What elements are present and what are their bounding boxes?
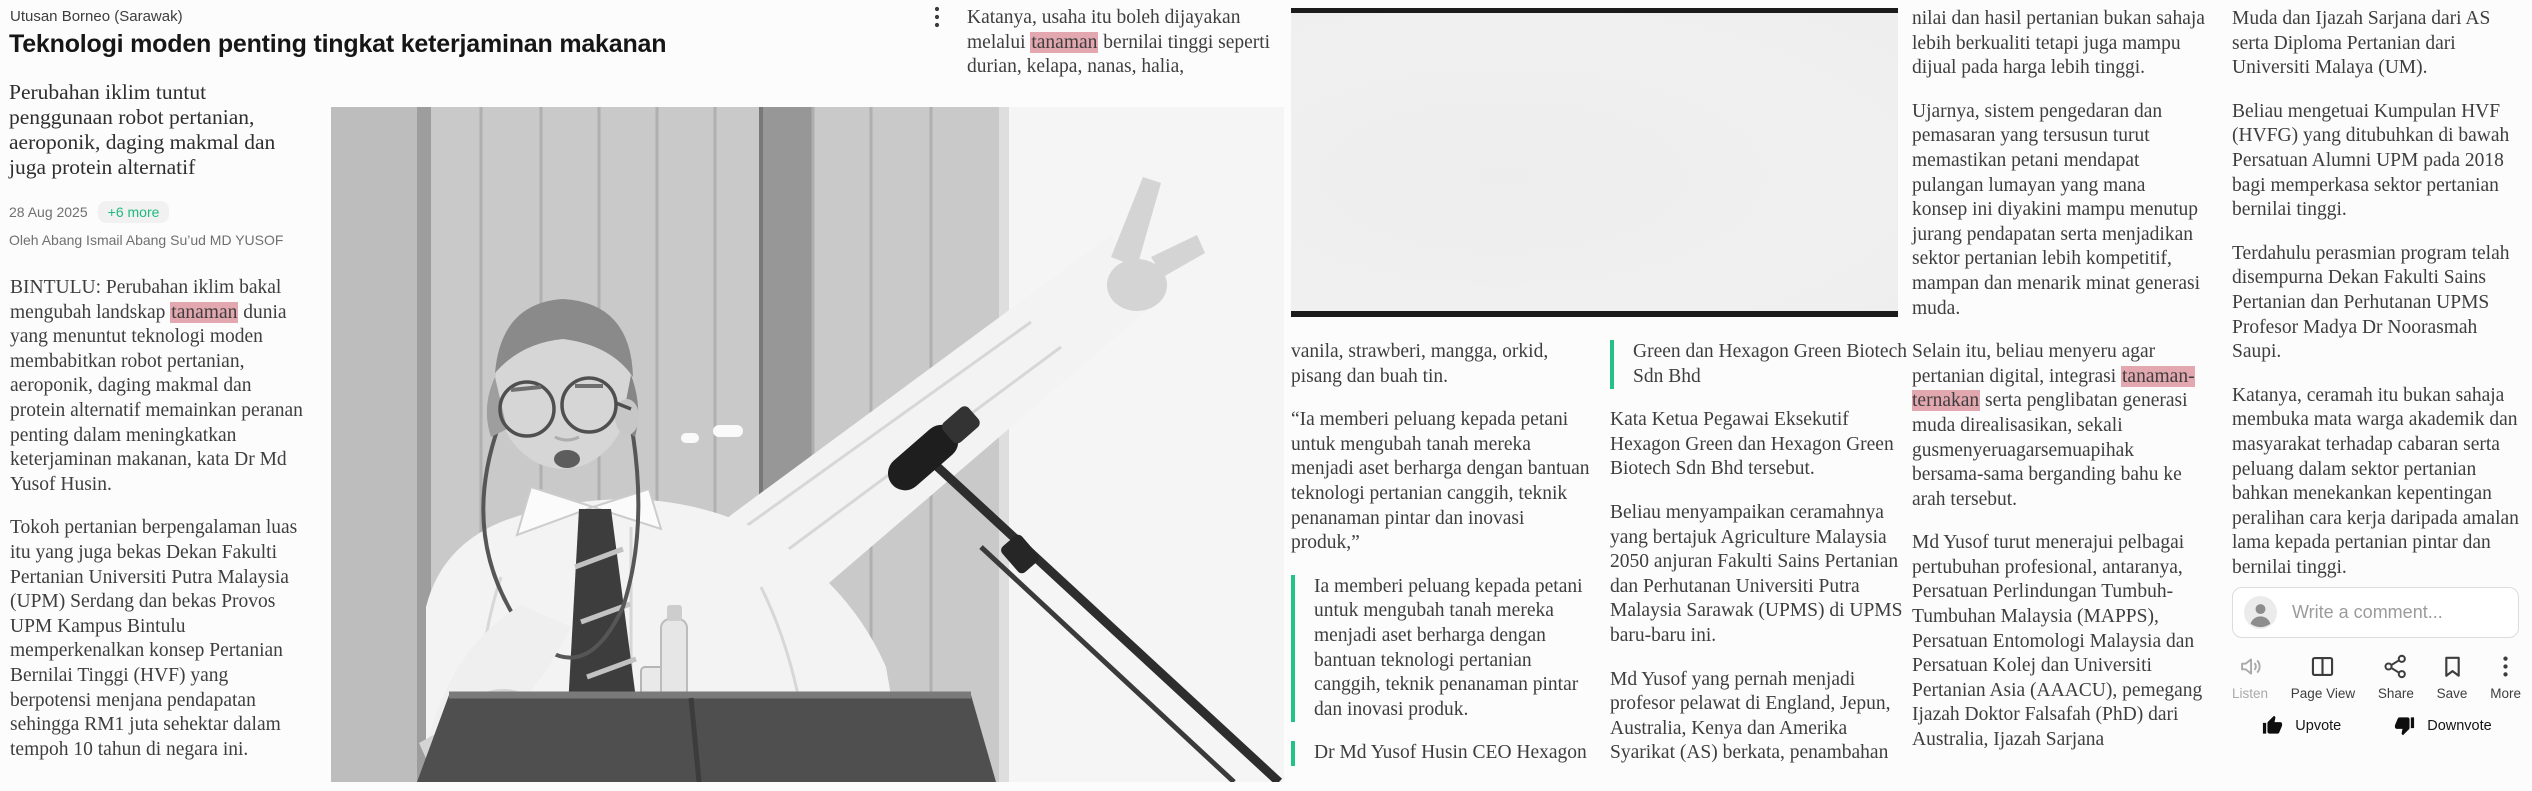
highlighted-term: tanaman [1031,31,1098,53]
article-paragraph: Ujarnya, sistem pengedaran dan pemasaran yang tersusun turut memastikan petani mendapat pulangan lumayan yang mana konsep ini diyakini mampu menutup jurang pendapatan serta menjadikan sektor pertanian lebih kompetitif, mampan dan menarik minat generasi muda. [1912,100,2201,319]
more-dots-icon [2492,653,2519,680]
article-photo-main[interactable] [331,107,1284,782]
page-view-icon [2309,653,2336,680]
downvote-label: Downvote [2427,717,2492,734]
headline: Teknologi moden penting tingkat keterjaminan makanan [9,30,667,58]
downvote-button[interactable] [2393,714,2491,737]
article-pull-quote: Dr Md Yusof Husin CEO Hexagon [1291,741,1594,766]
share-button[interactable] [2378,653,2414,701]
article-column-3 [1610,340,1907,766]
article-paragraph: Beliau menyampaikan ceramahnya yang bertajuk Agriculture Malaysia 2050 anjuran Fakulti Sains Pertanian dan Perhutanan Universiti Putra Malaysia Sarawak (UPMS) di UPMS baru-baru ini. [1610,501,1903,646]
article-pull-quote: Green dan Hexagon Green Biotech Sdn Bhd [1610,340,1907,389]
user-avatar [2244,596,2277,629]
article-paragraph: Terdahulu perasmian program telah disempurna Dekan Fakulti Sains Pertanian dan Perhutanan UPMS Profesor Madya Dr Noorasmah Saupi. [2232,242,2510,363]
byline: Oleh Abang Ismail Abang Su’ud MD YUSOF [9,232,284,248]
article-paragraph: Tokoh pertanian berpengalaman luas itu yang juga bekas Dekan Fakulti Pertanian Universiti Putra Malaysia (UPM) Serdang dan bekas Provos UPM Kampus Bintulu memperkenalkan konsep Pertanian Bernilai Tinggi (HVF) yang berpotensi menjana pendapatan sehingga RM1 juta sehektar dalam tempoh 10 tahun di negara ini. [10,517,298,760]
thumbs-down-icon [2393,714,2416,737]
article-paragraph: Md Yusof yang pernah menjadi profesor pelawat di England, Jepun, Australia, Kenya dan Amerika Syarikat (AS) berkata, penambahan [1610,668,1891,764]
share-label: Share [2377,686,2414,701]
article-paragraph: Muda dan Ijazah Sarjana dari AS serta Diploma Pertanian dari Universiti Malaya (UM). [2232,8,2491,79]
listen-label: Listen [2232,686,2269,701]
article-paragraph: BINTULU: Perubahan iklim bakal mengubah landskap tanaman dunia yang menuntut teknologi moden membabitkan robot pertanian, aeroponik, daging makmal dan protein alternatif memainkan peranan penting dalam meningkatkan keterjaminan makanan, kata Dr Md Yusof Husin. [10,277,303,495]
article-paragraph: Md Yusof turut menerajui pelbagai pertubuhan profesional, antaranya, Persatuan Perlindungan Tumbuh-Tumbuhan Malaysia (MAPPS), Persatuan Entomologi Malaysia dan Persatuan Kolej dan Universiti Pertanian Asia (AAACU), pemegang Ijazah Doktor Falsafah (PhD) dari Australia, Ijazah Sarjana [1912,532,2203,751]
more-sources-badge[interactable]: +6 more [98,201,170,223]
highlighted-term: tanaman [171,301,238,323]
source-name[interactable]: Utusan Borneo (Sarawak) [10,8,183,25]
publish-date: 28 Aug 2025 [9,204,88,220]
article-pull-quote: Ia memberi peluang kepada petani untuk mengubah tanah mereka menjadi aset berharga dengan bantuan teknologi pertanian canggih, teknik penanaman pintar dan inovasi produk. [1291,575,1594,723]
article-meta [9,201,311,248]
article-paragraph: “Ia memberi peluang kepada petani untuk mengubah tanah mereka menjadi aset berharga dengan bantuan teknologi pertanian canggih, teknik penanaman pintar dan inovasi produk,” [1291,409,1590,554]
article-options-button[interactable] [924,2,950,36]
kebab-icon [930,3,944,36]
article-paragraph: Katanya, usaha itu boleh dijayakan melalui tanaman bernilai tinggi seperti durian, kelapa, nanas, halia, [967,7,1271,78]
article-photo-secondary[interactable] [1291,8,1898,317]
article-paragraph: nilai dan hasil pertanian bukan sahaja lebih berkualiti tetapi juga mampu dijual pada harga lebih tinggi. [1912,8,2205,79]
page-view-label: Page View [2290,686,2356,701]
subheadline: Perubahan iklim tuntut penggunaan robot pertanian, aeroponik, daging makmal dan juga protein alternatif [9,80,276,179]
thumbs-up-icon [2261,714,2284,737]
vote-bar [2232,714,2521,737]
article-column-4 [1912,7,2205,753]
speaker-icon [2237,653,2264,680]
share-icon [2382,653,2409,680]
article-paragraph: Beliau mengetuai Kumpulan HVF (HVFG) yang ditubuhkan di bawah Persatuan Alumni UPM pada 2018 bagi memperkasa sektor pertanian bernilai tinggi. [2232,100,2510,221]
article-column-1 [10,276,306,762]
article-column-5 [2232,7,2523,580]
upvote-button[interactable] [2261,714,2341,737]
highlighted-term: tanaman-ternakan [1912,365,2195,412]
article-paragraph: vanila, strawberi, mangga, orkid, pisang dan buah tin. [1291,341,1549,387]
page-view-button[interactable] [2291,653,2355,701]
save-button[interactable] [2437,653,2468,701]
article-column-top [967,6,1287,80]
more-button[interactable] [2490,653,2521,701]
listen-button[interactable] [2232,653,2268,701]
more-label: More [2490,686,2521,701]
article-column-2 [1291,340,1594,766]
article-paragraph: Selain itu, beliau menyeru agar pertanian digital, integrasi tanaman-ternakan serta penglibatan generasi muda direalisasikan, sekali gusmenyeruagarsemuapihak bersama-sama berganding bahu ke arah tersebut. [1912,341,2195,510]
comment-input[interactable] [2290,601,2504,624]
article-paragraph: Kata Ketua Pegawai Eksekutif Hexagon Green dan Hexagon Green Biotech Sdn Bhd tersebut. [1610,409,1894,480]
article-paragraph: Katanya, ceramah itu bukan sahaja membuka mata warga akademik dan masyarakat terhadap cabaran serta peluang dalam sektor pertanian bahkan menekankan kepentingan peralihan cara kerja daripada amalan lama kepada pertanian pintar dan bernilai tinggi. [2232,384,2519,578]
bookmark-icon [2439,653,2466,680]
upvote-label: Upvote [2295,717,2342,734]
comment-box[interactable] [2232,587,2519,638]
save-label: Save [2436,686,2468,701]
action-bar [2232,653,2521,701]
